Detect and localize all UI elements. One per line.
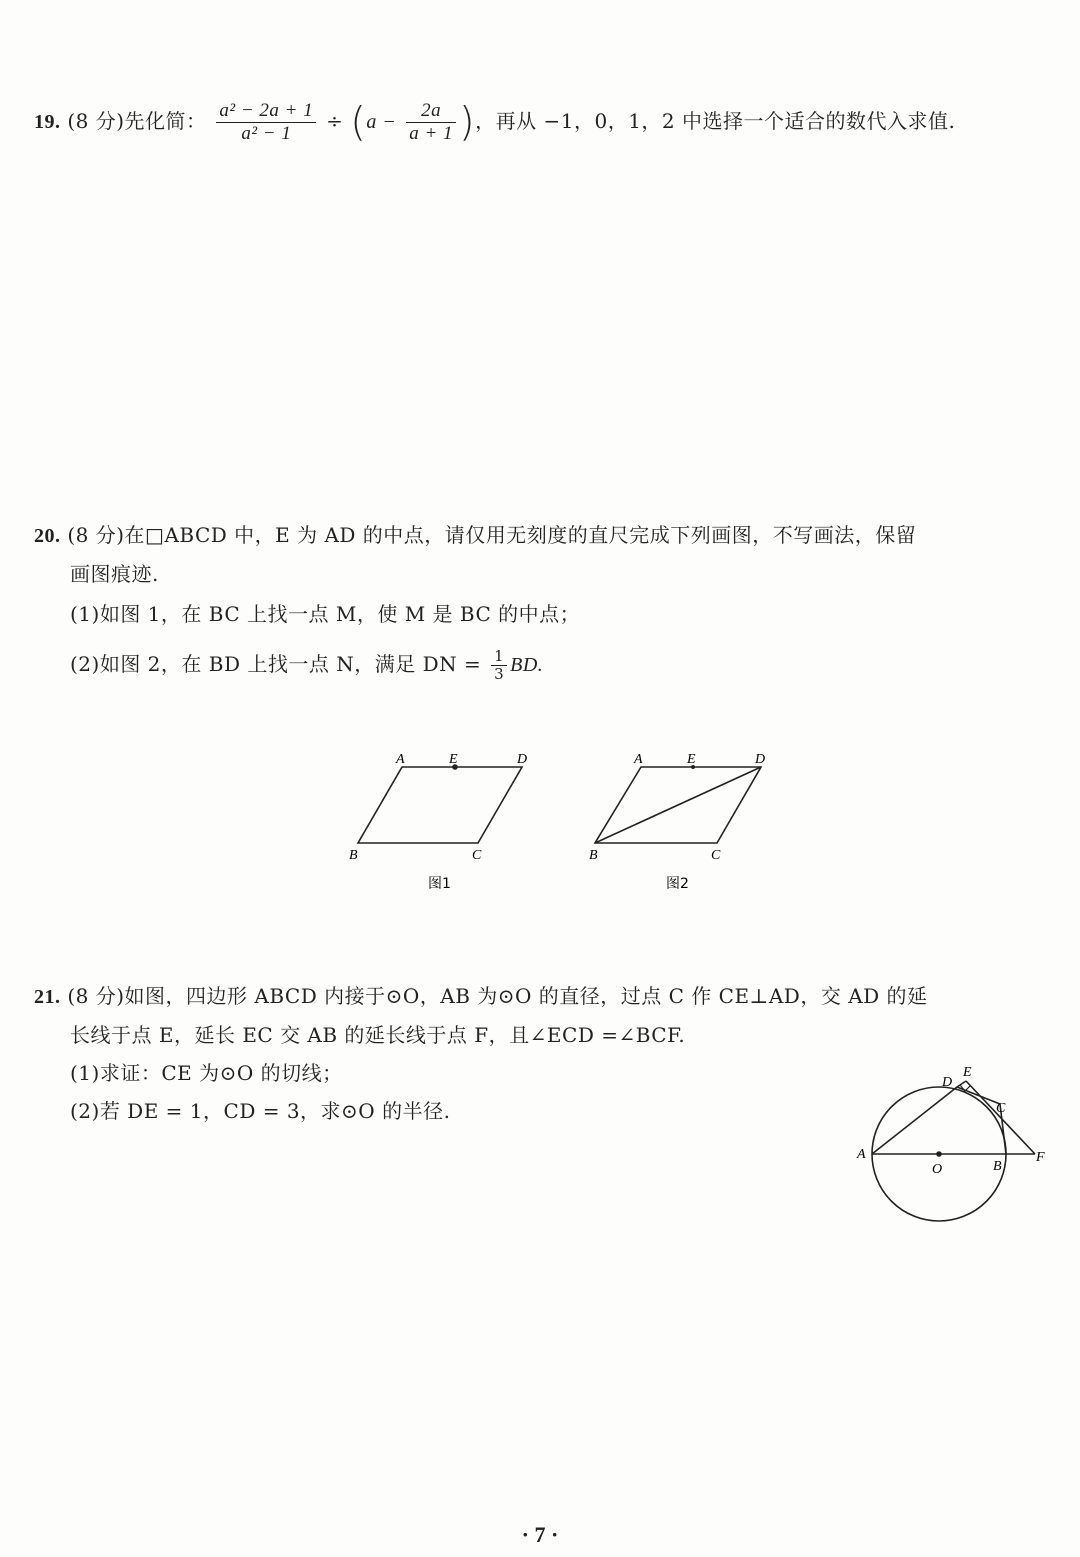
fraction-numerator: 1 — [491, 648, 507, 666]
figure-2-label-c: C — [711, 848, 721, 863]
label-o: O — [932, 1162, 943, 1177]
figure-1-parallelogram — [358, 767, 522, 843]
figure-1-label-b: B — [349, 848, 358, 863]
label-a: A — [857, 1147, 866, 1162]
figure-2-label-b: B — [589, 848, 598, 863]
paren-a: a − — [366, 111, 397, 133]
figure-1-label-a: A — [396, 752, 405, 767]
question-text-line2: 画图痕迹. — [70, 562, 159, 586]
fraction-2 — [406, 100, 456, 145]
question-number: 20. — [34, 525, 61, 547]
question-points: (8 分) — [67, 523, 125, 547]
question-lead: 先化简： — [124, 109, 207, 133]
question-tail: ，再从 −1，0，1，2 中选择一个适合的数代入求值. — [475, 109, 956, 133]
figure-2-label-a: A — [634, 752, 643, 767]
figure-1-label-e: E — [449, 752, 458, 767]
fraction-1-numerator: a² − 2a + 1 — [216, 100, 316, 123]
paren-left: ( — [350, 99, 367, 146]
label-b: B — [993, 1159, 1002, 1174]
question-points: (8 分) — [67, 109, 125, 133]
fraction-2-numerator: 2a — [406, 100, 456, 123]
part-2-prefix: (2)如图 2，在 BD 上找一点 N，满足 DN = — [70, 652, 482, 676]
question-text-line1 — [34, 977, 1050, 1016]
figure-2-caption: 图2 — [666, 876, 689, 892]
question-number: 19. — [34, 111, 61, 133]
fraction-1-denominator: a² − 1 — [241, 123, 292, 144]
figure-1-caption: 图1 — [428, 876, 451, 892]
figure-1-label-d: D — [517, 752, 528, 767]
label-e: E — [963, 1065, 972, 1080]
fraction-1 — [216, 100, 316, 145]
question-points: (8 分) — [67, 984, 125, 1008]
question-20 — [34, 516, 1050, 684]
fraction-2-denominator: a + 1 — [409, 123, 454, 144]
question-text: 在□ABCD 中，E 为 AD 的中点，请仅用无刻度的直尺完成下列画图，不写画法，保留 — [124, 523, 917, 547]
q20-figures — [330, 745, 790, 895]
label-d: D — [942, 1075, 953, 1090]
divide-sign: ÷ — [326, 109, 344, 133]
question-part-2: (2)若 DE = 1，CD = 3，求⊙O 的半径. — [70, 1099, 451, 1123]
figure-2-parallelogram — [595, 767, 761, 843]
question-text-line1 — [34, 516, 1050, 555]
center-point-o — [936, 1151, 942, 1157]
question-19 — [34, 100, 1050, 145]
figure-2-label-e: E — [687, 752, 696, 767]
figure-1-label-c: C — [472, 848, 482, 863]
question-text: 如图，四边形 ABCD 内接于⊙O，AB 为⊙O 的直径，过点 C 作 CE⊥AD，交 AD 的延 — [124, 984, 928, 1008]
figure-2-label-d: D — [755, 752, 766, 767]
label-c: C — [996, 1101, 1006, 1116]
question-part-1: (1)如图 1，在 BC 上找一点 M，使 M 是 BC 的中点； — [70, 602, 581, 626]
segment-ad — [872, 1087, 957, 1154]
page-number: · 7 · — [521, 1522, 559, 1547]
fraction-denominator: 3 — [494, 665, 505, 683]
segment-ef — [966, 1081, 1035, 1154]
q21-figure — [850, 1060, 1050, 1230]
question-part-2 — [34, 645, 1050, 684]
question-text-line2: 长线于点 E，延长 EC 交 AB 的延长线于点 F，且∠ECD =∠BCF. — [70, 1023, 686, 1047]
question-part-1: (1)求证：CE 为⊙O 的切线； — [70, 1061, 343, 1085]
paren-right: ) — [459, 99, 476, 146]
label-f: F — [1036, 1150, 1045, 1165]
fraction-one-third — [491, 648, 507, 683]
question-number: 21. — [34, 986, 61, 1008]
part-2-suffix: BD. — [510, 654, 544, 676]
